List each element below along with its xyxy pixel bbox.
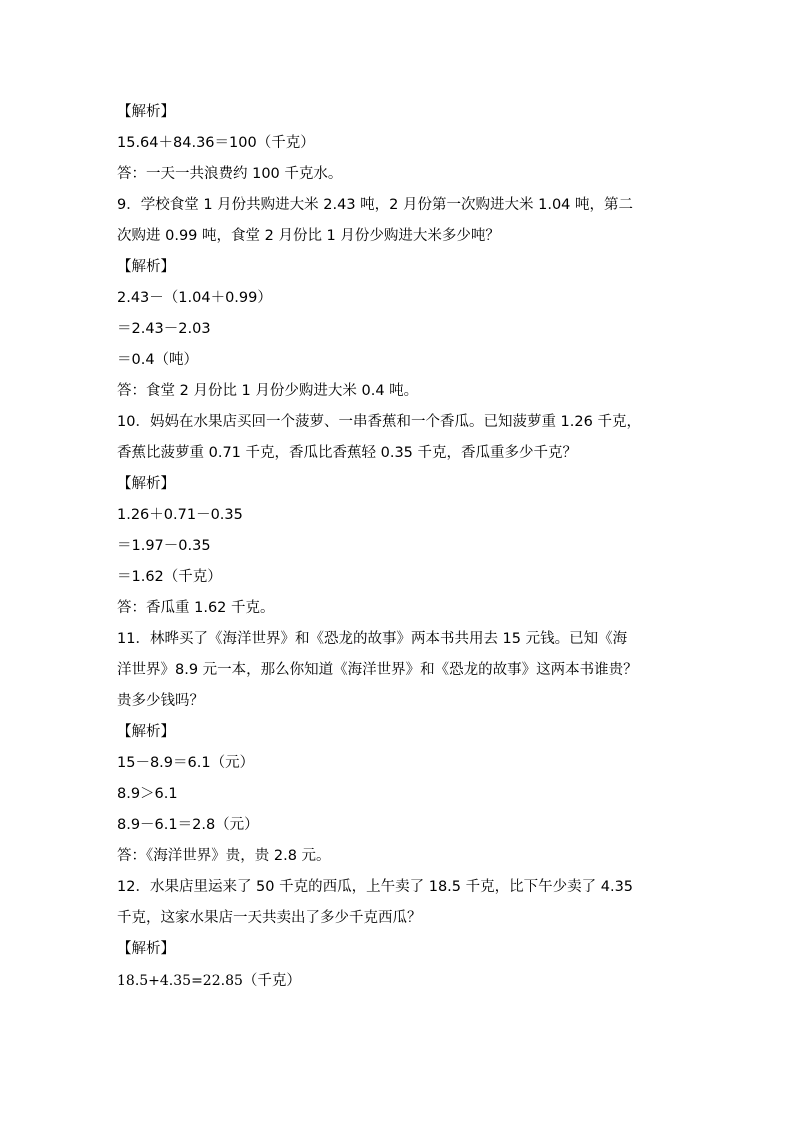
calculation-line: 15.64＋84.36＝100（千克）: [117, 135, 315, 151]
calculation-line: 8.9－6.1＝2.8（元）: [117, 817, 259, 833]
calculation-line: 2.43－（1.04＋0.99）: [117, 290, 272, 306]
question-9-line-1: 9．学校食堂 1 月份共购进大米 2.43 吨，2 月份第一次购进大米 1.04 吨，第二: [117, 197, 634, 213]
calculation-line: ＝0.4（吨）: [117, 352, 199, 368]
calculation-line: ＝2.43－2.03: [117, 321, 211, 337]
comparison-line: 8.9＞6.1: [117, 786, 178, 802]
question-10-line-1: 10．妈妈在水果店买回一个菠萝、一串香蕉和一个香瓜。已知菠萝重 1.26 千克，: [117, 414, 641, 430]
calculation-line: ＝1.62（千克）: [117, 569, 222, 585]
section-heading-analysis: 【解析】: [117, 941, 175, 957]
answer-line: 答：香瓜重 1.62 千克。: [117, 600, 275, 616]
unit-text: （千克）: [242, 973, 301, 989]
calculation-line: ＝1.97－0.35: [117, 538, 211, 554]
answer-line: 答：一天一共浪费约 100 千克水。: [117, 166, 343, 182]
calculation-line: 1.26＋0.71－0.35: [117, 507, 243, 523]
question-11-line-1: 11．林晔买了《海洋世界》和《恐龙的故事》两本书共用去 15 元钱。已知《海: [117, 631, 628, 647]
calculation-line: 15－8.9＝6.1（元）: [117, 755, 255, 771]
question-10-line-2: 香蕉比菠萝重 0.71 千克，香瓜比香蕉轻 0.35 千克，香瓜重多少千克？: [117, 445, 578, 461]
answer-line: 答：食堂 2 月份比 1 月份少购进大米 0.4 吨。: [117, 383, 419, 399]
section-heading-analysis: 【解析】: [117, 104, 175, 120]
section-heading-analysis: 【解析】: [117, 259, 175, 275]
section-heading-analysis: 【解析】: [117, 476, 175, 492]
formula-text: 18.5+4.35=22.85: [117, 973, 243, 989]
section-heading-analysis: 【解析】: [117, 724, 175, 740]
answer-line: 答：《海洋世界》贵，贵 2.8 元。: [117, 848, 331, 864]
question-12-line-2: 千克，这家水果店一天共卖出了多少千克西瓜？: [117, 910, 422, 926]
question-11-line-2: 洋世界》8.9 元一本，那么你知道《海洋世界》和《恐龙的故事》这两本书谁贵？: [117, 662, 638, 678]
question-12-line-1: 12．水果店里运来了 50 千克的西瓜，上午卖了 18.5 千克，比下午少卖了 4.35: [117, 879, 634, 895]
calculation-line-last: [117, 971, 677, 991]
question-9-line-2: 次购进 0.99 吨，食堂 2 月份比 1 月份少购进大米多少吨？: [117, 228, 500, 244]
question-11-line-3: 贵多少钱吗？: [117, 693, 204, 709]
